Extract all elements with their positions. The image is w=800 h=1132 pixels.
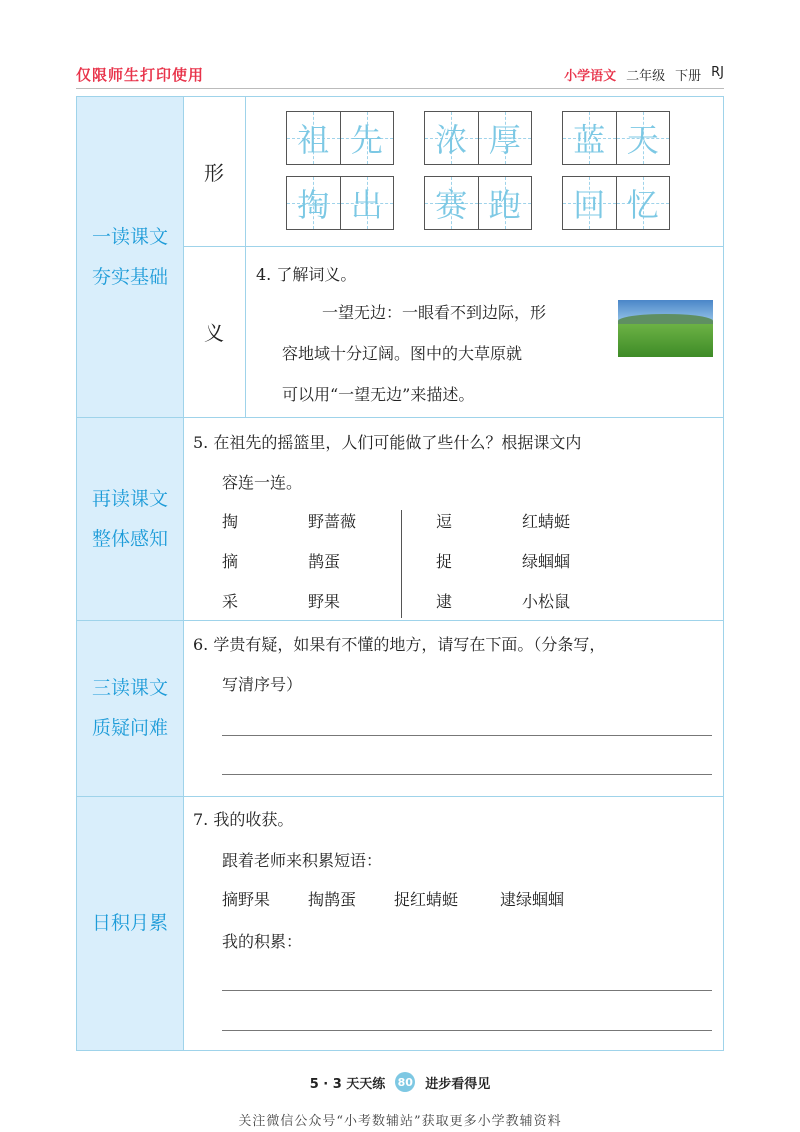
q7-phrase: 摘野果 bbox=[222, 890, 271, 909]
char-cell: 先 bbox=[340, 112, 394, 164]
answer-line[interactable] bbox=[222, 774, 712, 775]
section-1-label bbox=[77, 97, 183, 417]
section-1-line-1: 一读课文 bbox=[91, 226, 168, 248]
match-object: 绿蝈蝈 bbox=[522, 552, 571, 571]
page-number: 80 bbox=[395, 1072, 415, 1092]
header-divider bbox=[76, 88, 724, 89]
section-3-label bbox=[77, 620, 183, 796]
match-verb: 采 bbox=[222, 592, 239, 611]
print-notice: 仅限师生打印使用 bbox=[76, 66, 205, 84]
answer-line[interactable] bbox=[222, 735, 712, 736]
series-name: 5 · 3 天天练 bbox=[309, 1076, 386, 1092]
match-divider bbox=[401, 510, 402, 618]
char-cell: 回 bbox=[563, 177, 616, 229]
edition-label: RJ bbox=[711, 65, 724, 80]
section-2-line-2: 整体感知 bbox=[91, 527, 168, 550]
q4-title: 4. 了解词义。 bbox=[256, 265, 357, 284]
char-cell: 厚 bbox=[478, 112, 532, 164]
match-verb: 摘 bbox=[222, 552, 239, 571]
word-box-2 bbox=[424, 111, 532, 165]
grade-label: 二年级 bbox=[626, 69, 666, 84]
word-box-5 bbox=[424, 176, 532, 230]
match-object: 野蔷薇 bbox=[308, 512, 357, 531]
match-verb: 逗 bbox=[436, 512, 453, 531]
char-cell: 浓 bbox=[425, 112, 478, 164]
char-cell: 掏 bbox=[287, 177, 340, 229]
q7-phrase: 掏鹊蛋 bbox=[308, 890, 357, 909]
q4-definition-line-1: 一望无边：一眼看不到边际，形 bbox=[322, 303, 547, 322]
q4-definition-line-3: 可以用“一望无边”来描述。 bbox=[282, 385, 475, 404]
page-footer bbox=[0, 1072, 800, 1092]
q4-definition-line-2: 容地域十分辽阔。图中的大草原就 bbox=[282, 344, 523, 363]
q7-my-collection: 我的积累： bbox=[222, 932, 303, 951]
xing-yi-divider bbox=[183, 246, 723, 247]
q6-line-1: 6. 学贵有疑，如果有不懂的地方，请写在下面。（分条写， bbox=[193, 635, 606, 654]
q7-phrase: 逮绿蝈蝈 bbox=[500, 890, 565, 909]
book-info bbox=[564, 65, 724, 84]
grassland-photo bbox=[618, 300, 713, 357]
section-1-line-2: 夯实基础 bbox=[91, 266, 168, 288]
q6-line-2: 写清序号） bbox=[222, 675, 303, 694]
match-verb: 逮 bbox=[436, 592, 453, 611]
char-cell: 忆 bbox=[616, 177, 670, 229]
footer-note: 关注微信公众号“小考数辅站”获取更多小学教辅资料 bbox=[238, 1114, 562, 1129]
q5-line-2: 容连一连。 bbox=[222, 473, 303, 492]
section-4-label bbox=[77, 796, 183, 1050]
char-cell: 跑 bbox=[478, 177, 532, 229]
word-box-4 bbox=[286, 176, 394, 230]
char-cell: 出 bbox=[340, 177, 394, 229]
match-verb: 掏 bbox=[222, 512, 239, 531]
q5-line-1: 5. 在祖先的摇篮里，人们可能做了些什么？根据课文内 bbox=[193, 433, 582, 452]
match-object: 红蜻蜓 bbox=[522, 512, 571, 531]
section-2-label bbox=[77, 417, 183, 620]
series-slogan: 进步看得见 bbox=[425, 1076, 491, 1092]
sublabel-divider bbox=[245, 97, 246, 417]
match-object: 鹊蛋 bbox=[308, 552, 341, 571]
char-cell: 赛 bbox=[425, 177, 478, 229]
xing-label: 形 bbox=[204, 161, 224, 185]
section-3-line-1: 三读课文 bbox=[91, 677, 168, 699]
word-box-3 bbox=[562, 111, 670, 165]
match-verb: 捉 bbox=[436, 552, 453, 571]
answer-line[interactable] bbox=[222, 990, 712, 991]
section-4-line-1: 日积月累 bbox=[91, 912, 168, 934]
section-2-line-1: 再读课文 bbox=[91, 487, 168, 510]
q7-title: 7. 我的收获。 bbox=[193, 810, 294, 829]
section-3-line-2: 质疑问难 bbox=[91, 717, 168, 739]
q7-phrase: 捉红蜻蜓 bbox=[394, 890, 459, 909]
char-cell: 蓝 bbox=[563, 112, 616, 164]
word-box-6 bbox=[562, 176, 670, 230]
match-object: 小松鼠 bbox=[522, 592, 571, 611]
volume-label: 下册 bbox=[675, 69, 702, 84]
word-box-1 bbox=[286, 111, 394, 165]
yi-label: 义 bbox=[204, 321, 224, 345]
q7-instruction: 跟着老师来积累短语： bbox=[222, 851, 383, 870]
answer-line[interactable] bbox=[222, 1030, 712, 1031]
match-object: 野果 bbox=[308, 592, 341, 611]
char-cell: 天 bbox=[616, 112, 670, 164]
char-cell: 祖 bbox=[287, 112, 340, 164]
subject-label: 小学语文 bbox=[564, 69, 617, 84]
